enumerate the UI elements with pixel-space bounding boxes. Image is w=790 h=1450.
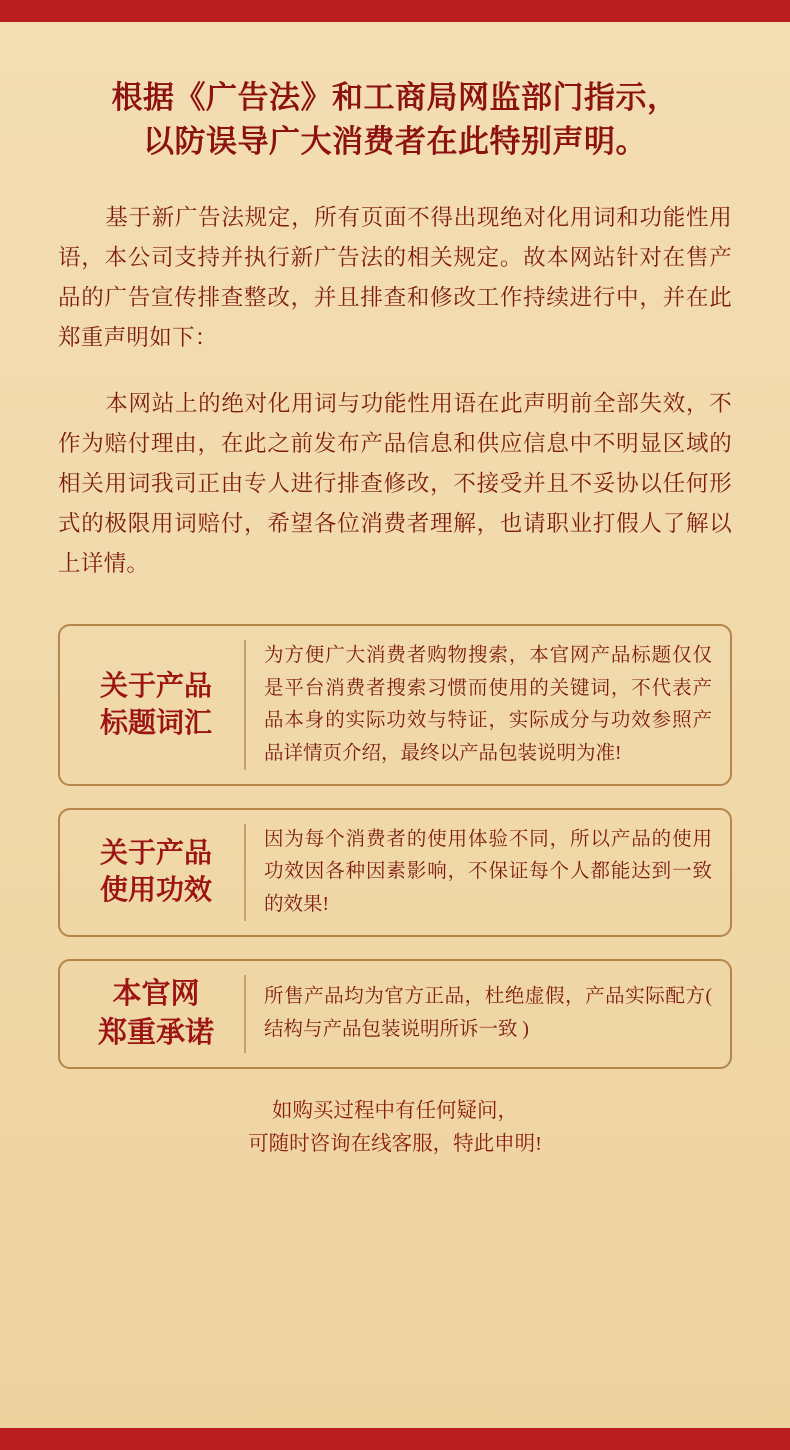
statement-body [58, 198, 732, 610]
card-title [78, 824, 246, 921]
card-title [78, 640, 246, 769]
footer-note [58, 1095, 732, 1161]
card-title-line-2: 郑重承诺 [97, 1016, 214, 1049]
top-red-band [0, 0, 790, 22]
headline-line-2: 以防误导广大消费者在此特别声明。 [143, 124, 647, 160]
statement-paragraph-2: 本网站上的绝对化用词与功能性用语在此声明前全部失效，不作为赔付理由，在此之前发布产品信息和供应信息中不明显区域的相关用词我司正由专人进行排查修改，不接受并且不妥协以任何形式的极限用词赔付，希望各位消费者理解，也请职业打假人了解以上详情。 [58, 391, 732, 577]
card-product-effect [58, 808, 732, 937]
card-text: 所售产品均为官方正品，杜绝虚假，产品实际配方( 结构与产品包装说明所诉一致 ) [264, 986, 712, 1040]
statement-paragraph-1: 基于新广告法规定，所有页面不得出现绝对化用词和功能性用语，本公司支持并执行新广告法的相关规定。故本网站针对在售产品的广告宣传排查整改，并且排查和修改工作持续进行中，并在此郑重声明如下： [58, 205, 732, 351]
card-title-line-2: 标题词汇 [99, 708, 212, 740]
card-title-line-1: 本官网 [112, 977, 200, 1010]
announcement-panel [0, 22, 790, 1428]
bottom-red-band [0, 1428, 790, 1450]
footer-line-2: 可随时咨询在线客服，特此申明! [248, 1132, 542, 1155]
page-title [58, 76, 732, 164]
card-official-promise [58, 959, 732, 1069]
headline-line-1: 根据《广告法》和工商局网监部门指示， [111, 80, 679, 115]
card-title-line-1: 关于产品 [99, 670, 212, 702]
statement-cards [58, 624, 732, 1068]
card-title-line-1: 关于产品 [99, 837, 212, 869]
card-product-title-wording [58, 624, 732, 785]
footer-line-1: 如购买过程中有任何疑问， [272, 1099, 518, 1122]
card-text: 为方便广大消费者购物搜索，本官网产品标题仅仅是平台消费者搜索习惯而使用的关键词，不代表产品本身的实际功效与特证，实际成分与功效参照产品详情页介绍，最终以产品包装说明为准! [264, 645, 712, 764]
card-text: 因为每个消费者的使用体验不同，所以产品的使用功效因各种因素影响，不保证每个人都能达到一致的效果! [264, 828, 712, 915]
card-title [78, 975, 246, 1053]
card-title-line-2: 使用功效 [99, 875, 212, 907]
